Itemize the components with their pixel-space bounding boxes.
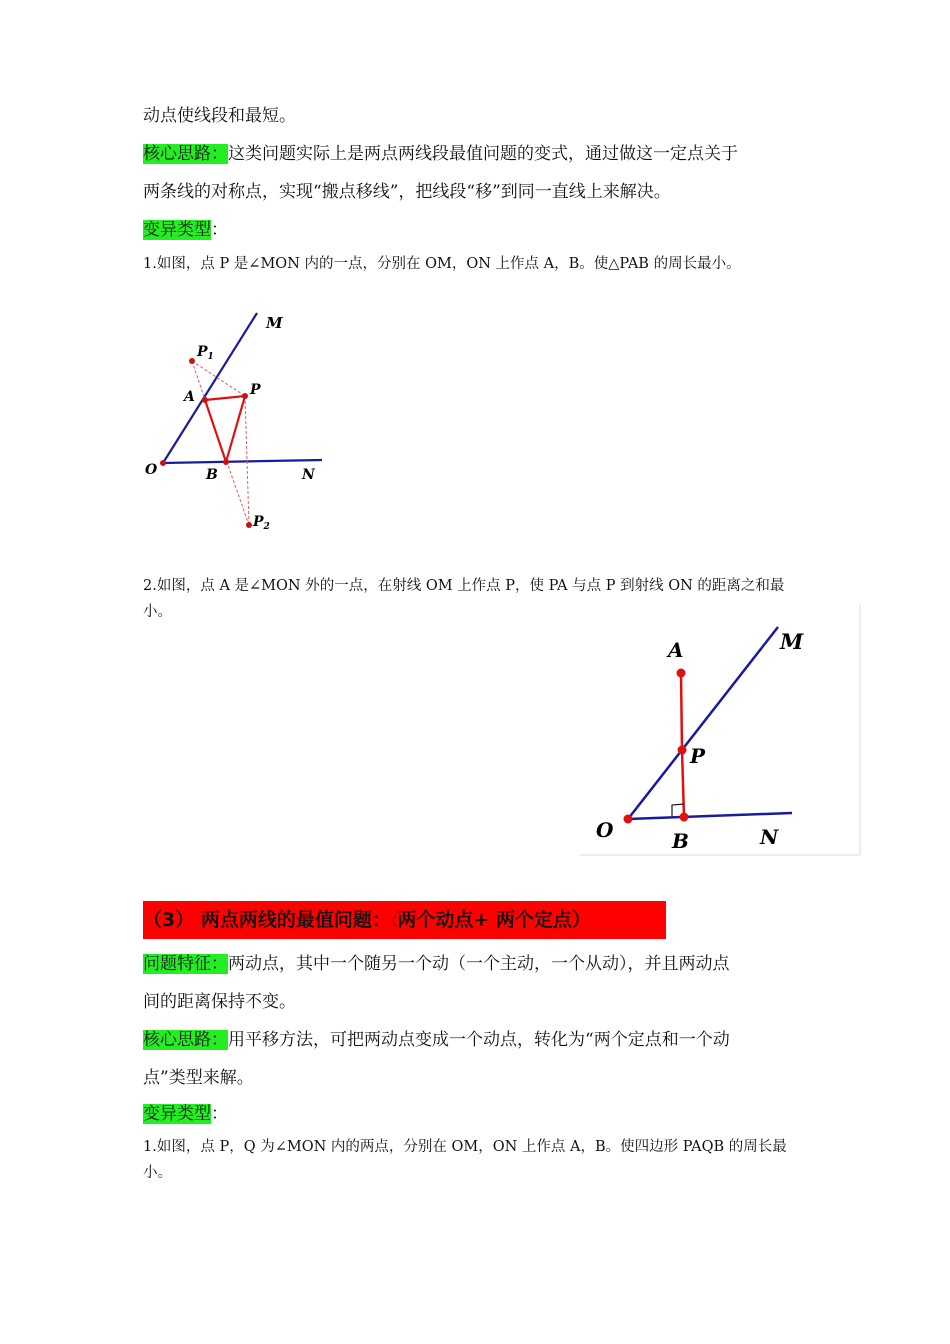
feature-text: 两动点，其中一个随另一个动（一个主动，一个从动），并且两动点 bbox=[228, 954, 730, 974]
variant-colon: ： bbox=[211, 220, 228, 240]
point-o bbox=[160, 460, 166, 466]
label-b: B bbox=[672, 829, 689, 853]
problem-2-line-a: 2.如图，点 A 是∠MON 外的一点，在射线 OM 上作点 P，使 PA 与点 P 到射线 ON 的距离之和最 bbox=[143, 578, 785, 594]
figure-1 bbox=[140, 305, 340, 540]
label-p: P bbox=[250, 382, 261, 398]
problem-3-line-b: 小。 bbox=[143, 1165, 172, 1181]
problem-3-line-a: 1.如图，点 P，Q 为∠MON 内的两点，分别在 OM，ON 上作点 A，B。使四边形 PAQB 的周长最 bbox=[143, 1139, 787, 1155]
label-o: O bbox=[596, 818, 614, 842]
variant-2-colon: ： bbox=[211, 1104, 228, 1124]
core-idea-1 bbox=[143, 142, 738, 166]
label-p: P bbox=[690, 744, 706, 768]
point-a bbox=[202, 397, 208, 403]
figure-2 bbox=[580, 605, 862, 857]
label-o: O bbox=[145, 462, 158, 478]
point-p1 bbox=[189, 358, 195, 364]
core-idea-2 bbox=[143, 1028, 730, 1052]
ray-on bbox=[163, 460, 322, 463]
problem-1: 1.如图，点 P 是∠MON 内的一点，分别在 OM，ON 上作点 A，B。使△PAB 的周长最小。 bbox=[143, 256, 741, 272]
core-idea-1-cont: 两条线的对称点，实现“搬点移线”，把线段“移”到同一直线上来解决。 bbox=[143, 182, 671, 202]
point-b bbox=[223, 459, 229, 465]
triangle-pab bbox=[205, 396, 245, 462]
variant-type-2 bbox=[143, 1102, 228, 1126]
section-banner bbox=[143, 901, 666, 939]
ray-on bbox=[628, 813, 792, 819]
feature bbox=[143, 952, 730, 976]
label-n: N bbox=[760, 825, 779, 849]
core-idea-2-cont: 点”类型来解。 bbox=[143, 1068, 254, 1088]
label-b: B bbox=[206, 467, 218, 483]
label-n: N bbox=[302, 467, 315, 483]
point-p bbox=[242, 393, 248, 399]
label-a: A bbox=[668, 638, 684, 662]
point-o bbox=[624, 815, 633, 824]
label-m: M bbox=[780, 629, 804, 654]
point-b bbox=[680, 813, 689, 822]
label-m: M bbox=[266, 314, 283, 332]
problem-2-line-b: 小。 bbox=[143, 604, 172, 620]
variant-type-2-label: 变异类型 bbox=[143, 1104, 211, 1124]
ray-om bbox=[628, 627, 778, 819]
ray-om bbox=[163, 313, 257, 463]
segment-pb bbox=[682, 750, 684, 817]
variant-type-label: 变异类型 bbox=[143, 220, 211, 240]
text-line-1: 动点使线段和最短。 bbox=[143, 106, 296, 126]
core-idea-label: 核心思路： bbox=[143, 144, 228, 164]
point-p bbox=[678, 746, 687, 755]
core-idea-2-label: 核心思路： bbox=[143, 1030, 228, 1050]
banner-paren: （ bbox=[390, 915, 398, 930]
core-idea-text: 这类问题实际上是两点两线段最值问题的变式，通过做这一定点关于 bbox=[228, 144, 738, 164]
banner-tail: 两个动点+ 两个定点） bbox=[397, 909, 591, 931]
core-idea-2-text: 用平移方法，可把两动点变成一个动点，转化为“两个定点和一个动 bbox=[228, 1030, 730, 1050]
label-p1: $P_1$ bbox=[197, 344, 214, 362]
point-a bbox=[677, 669, 686, 678]
segment-ap bbox=[681, 673, 682, 750]
variant-type-1 bbox=[143, 218, 228, 242]
feature-cont: 间的距离保持不变。 bbox=[143, 992, 296, 1012]
label-p2: $P_2$ bbox=[253, 514, 270, 532]
banner-title: （3） 两点两线的最值问题： bbox=[143, 909, 391, 931]
feature-label: 问题特征： bbox=[143, 954, 228, 974]
label-a: A bbox=[184, 389, 195, 405]
point-p2 bbox=[246, 522, 252, 528]
dashed-p1-p bbox=[192, 361, 245, 396]
